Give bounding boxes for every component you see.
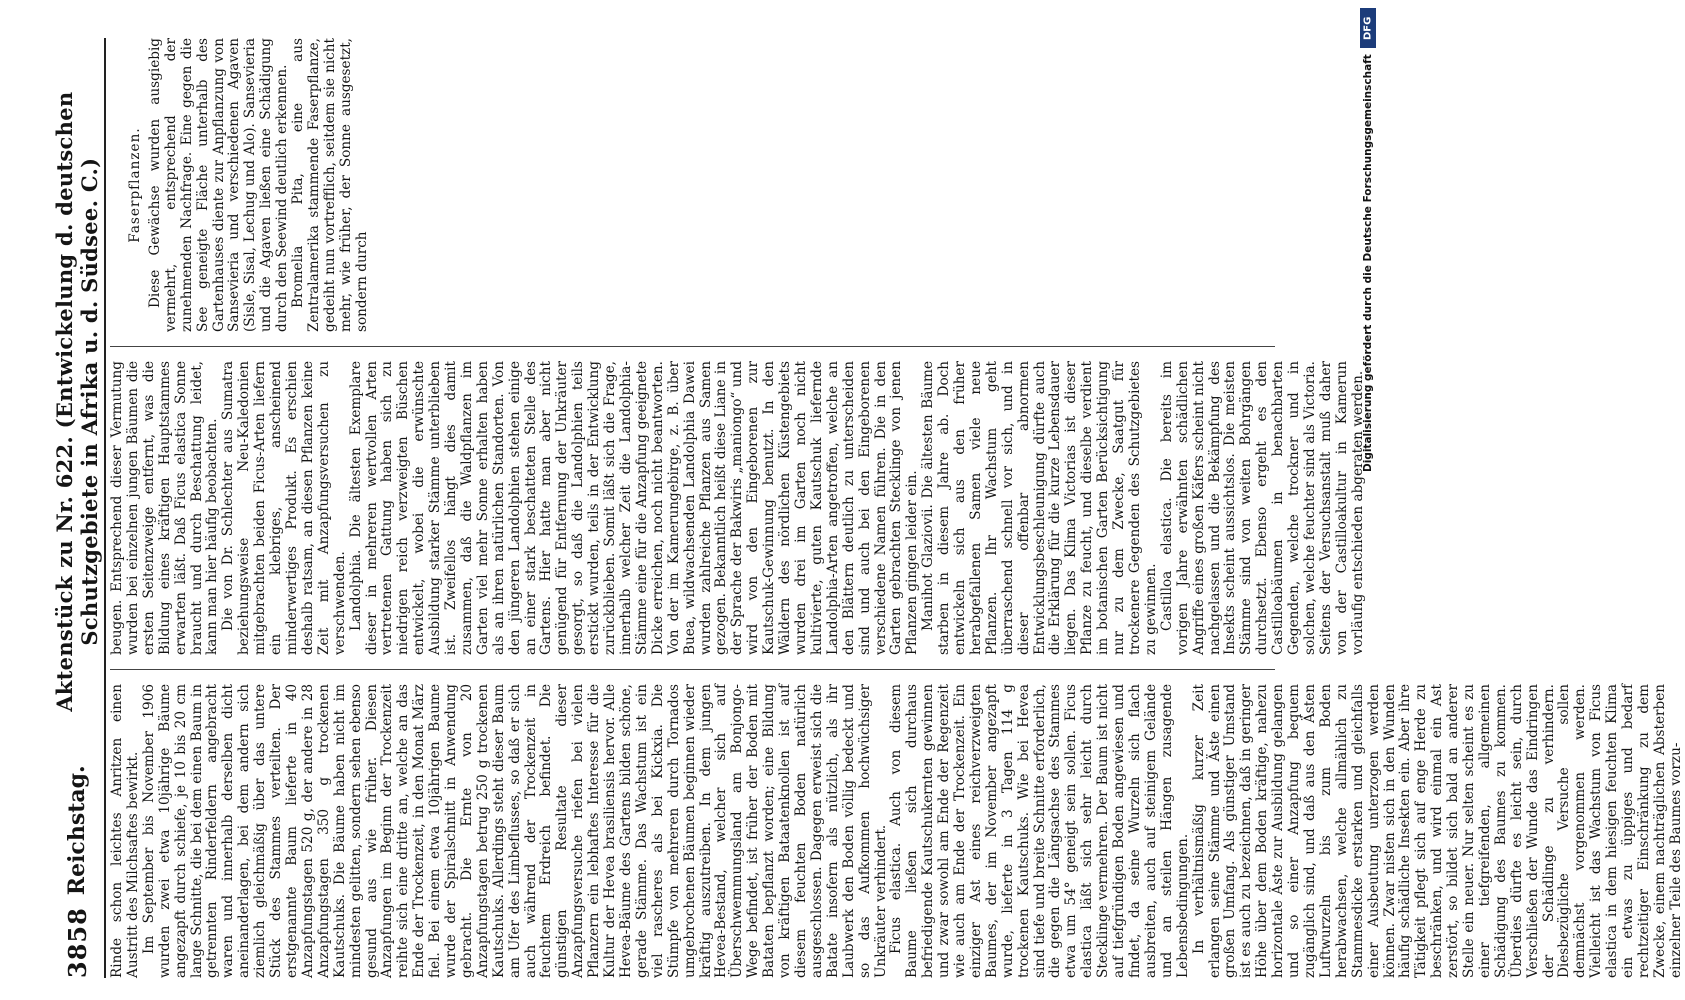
header-organization: Reichstag.: [64, 765, 90, 896]
paragraph: Rinde schon leichtes Anritzen einen Austritt des Milchsaftes bewirkt.: [109, 684, 141, 978]
paragraph: Ficus elastica. Auch von diesem Baume ließen sich durchaus befriedigende Kautschukernten gewinnen und zwar sowohl am Ende der Regenzeit wie auch am Ende der Trockenzeit. Ein einziger Ast eines reichverzweigten Baumes, der im November angezapft wurde, lieferte in 3 Tagen 114 g trockenen Kautschuks. Wie bei Hevea sind tiefe und breite Schnitte erforderlich, die gegen die Längsachse des Stammes etwa um 54° geneigt sein sollen. Ficus elastica läßt sich sehr leicht durch Stecklinge vermehren. Der Baum ist nicht auf tiefgründigen Boden angewiesen und findet, da seine Wurzeln sich flach ausbreiten, auch auf steinigem Gelände und an steilen Hängen zusagende Lebensbedingungen.: [888, 684, 1191, 978]
dfg-logo: DFG: [1360, 8, 1376, 48]
paragraph: Die von Dr. Schlechter aus Sumatra beziehungsweise Neu-Kaledonien mitgebrachten beiden Ficus-Arten liefern ein klebriges, anscheinend minderwertiges Produkt. Es erschien deshalb ratsam, an diesen Pflanzen keine Zeit mit Anzapfungsversuchen zu verschwenden.: [220, 361, 348, 655]
paragraph: Castilloa elastica. Die bereits im vorigen Jahre erwähnten schädlichen Angriffe eines großen Käfers scheint nicht nachgelassen und die Bekämpfung des Insekts scheint aussichtslos. Die meisten Stämme sind von weiten Bohrgängen durchsetzt. Ebenso ergeht es den Castilloabäumen in benachbarten Gegenden, welche trockner und in solchen, welche feuchter sind als Victoria. Seitens der Versuchsanstalt muß daher von der Castilloakultur in Kamerun vorläufig entschieden abgeraten werden.: [1158, 361, 1366, 655]
page-header: [50, 38, 106, 978]
paragraph: beugen. Entsprechend dieser Vermutung wurden bei einzelnen jungen Bäumen die ersten Seitenzweige entfernt, was die Bildung eines kräftigen Hauptstammes erwarten läßt. Daß Ficus elastica Sonne braucht und durch Beschattung leidet, kann man hier häufig beobachten.: [109, 361, 221, 655]
page-number: 3858: [62, 907, 92, 978]
column-divider: [110, 346, 1275, 347]
dfg-watermark: [1359, 8, 1377, 998]
section-heading: Faserpflanzen.: [127, 127, 143, 243]
paragraph: Diese Gewächse wurden ausgiebig vermehrt, entsprechend der zunehmenden Nachfrage. Eine gegen die See geneigte Fläche unterhalb des Gartenhauses diente zur Anpflanzung von Sansevieria und verschiedenen Agaven (Sisle, Sisal, Lechug und Alo). Sansevieria und die Agaven ließen eine Schädigung durch den Seewind deutlich erkennen.: [146, 38, 291, 332]
column-right: [110, 38, 1275, 332]
column-middle: [109, 361, 1366, 655]
paragraph: Landolphia. Die ältesten Exemplare dieser in mehreren wertvollen Arten vertretenen Gattung haben sich zu niedrigen reich verzweigten Büschen entwickelt, wobei die erwünschte Ausbildung starker Stämme unterblieben ist. Zweifellos hängt dies damit zusammen, daß die Waldpflanzen im Garten viel mehr Sonne erhalten haben als an ihren natürlichen Standorten. Von den jüngeren Landolphien stehen einige an einer stark beschatteten Stelle des Gartens. Hier hatte man aber nicht genügend für Entfernung der Unkräuter gesorgt, so daß die Landolphien teils erstickt wurden, teils in der Entwicklung zurückblieben. Somit läßt sich die Frage, innerhalb welcher Zeit die Landolphia-Stämme eine für die Anzapfung geeignete Dicke erreichen, noch nicht beantworten. Von der im Kamerungebirge, z. B. über Buea, wildwachsenden Landolphia Dawei wurden zahlreiche Pflanzen aus Samen gezogen. Bekanntlich heißt diese Liane in der Sprache der Bakwiris „maniongo“ und wird von den Eingeborenen zur Kautschuk-Gewinnung benutzt. In den Wäldern des nördlichen Küstengebiets wurden drei im Garten noch nicht kultivierte, guten Kautschuk liefernde Landolphia-Arten angetroffen, welche an den Blättern deutlich zu unterscheiden sind und auch bei den Eingeborenen verschiedene Namen führen. Die in den Garten gebrachten Stecklinge von jenen Pflanzen gingen leider ein.: [347, 361, 921, 655]
header-title: Aktenstück zu Nr. 622. (Entwickelung d. deutschen Schutzgebiete in Afrika u. d. Südsee. C.): [52, 91, 102, 712]
paragraph: In verhältnismäßig kurzer Zeit erlangen seine Stämme und Äste einen großen Umfang. Als günstiger Umstand ist es auch zu bezeichnen, daß in geringer Höhe über dem Boden kräftige, nahezu horizontale Äste zur Ausbildung gelangen und so einer Anzapfung bequem zugänglich sind, und daß aus den Ästen Luftwurzeln bis zum Boden herabwachsen, welche allmählich zu Stammesdicke erstarken und gleichfalls einer Ausbeutung unterzogen werden können. Zwar nisten sich in den Wunden häufig schädliche Insekten ein. Aber ihre Tätigkeit pflegt sich auf enge Herde zu beschränken, und wird einmal ein Ast zerstört, so bildet sich bald an anderer Stelle ein neuer. Nur selten scheint es zu einer tiefgreifenden, allgemeinen Schädigung des Baumes zu kommen. Überdies dürfte es leicht sein, durch Verschließen der Wunde das Eindringen der Schädlinge zu verhindern. Diesbezügliche Versuche sollen demnächst vorgenommen werden. Vielleicht ist das Wachstum von Ficus elastica in dem hiesigen feuchten Klima ein etwas zu üppiges und bedarf rechtzeitiger Einschränkung zu dem Zwecke, einem nachträglichen Absterben einzelner Teile des Baumes vorzu-: [1190, 684, 1684, 978]
paragraph: Bromelia Pita, eine aus Zentralamerika stammende Faserpflanze, gedeiht nun vortrefflich, seitdem sie nicht mehr, wie früher, der Sonne ausgesetzt, sondern durch: [290, 38, 370, 332]
paragraph: Im September bis November 1906 wurden zwei etwa 10jährige Bäume angezapft durch schiefe, je 10 bis 20 cm lange Schnitte, die bei dem einen Baum in getrennten Rinderfeldern angebracht waren und innerhalb derselben dicht aneinanderlagen, bei dem andern sich ziemlich gleichmäßig über das untere Stück des Stammes verteilten. Der erstgenannte Baum lieferte in 40 Anzapfungstagen 520 g, der andere in 28 Anzapfungstagen 350 g trockenen Kautschuks. Die Bäume haben nicht im mindesten gelitten, sondern sehen ebenso gesund aus wie früher. Diesen Anzapfungen im Beginn der Trockenzeit reihte sich eine dritte an, welche an das Ende der Trockenzeit, in den Monat März fiel. Bei einem etwa 10jährigen Baume wurde der Spiralschnitt in Anwendung gebracht. Die Ernte von 20 Anzapfungstagen betrug 250 g trockenen Kautschuks. Allerdings steht dieser Baum am Ufer des Limbeflusses, so daß er sich auch während der Trockenzeit in feuchtem Erdreich befindet. Die günstigen Resultate dieser Anzapfungsversuche riefen bei vielen Pflanzern ein lebhaftes Interesse für die Kultur der Hevea brasiliensis hervor. Alle Hevea-Bäume des Gartens bilden schöne, gerade Stämme. Das Wachstum ist ein viel rascheres als bei Kickxia. Die Stümpfe von mehreren durch Tornados umgebrochenen Bäumen beginnen wieder kräftig auszutreiben. In dem jungen Hevea-Bestand, welcher sich auf Überschwemmungsland am Bonjongo-Wege befindet, ist früher der Boden mit Bataten bepflanzt worden; eine Bildung von kräftigen Bataatenknollen ist auf diesem feuchten Boden natürlich ausgeschlossen. Dagegen erweist sich die Batate insofern als nützlich, als ihr Laubwerk den Boden völlig bedeckt und so das Aufkommen hochwüchsiger Unkräuter verhindert.: [140, 684, 889, 978]
dfg-credit-text: Digitalisierung gefördert durch die Deutsche Forschungsgemeinschaft: [1362, 54, 1374, 472]
paragraph: Manihot Glaziovii. Die ältesten Bäume starben in diesem Jahre ab. Doch entwickeln sich aus den früher herabgefallenen Samen viele neue Pflanzen. Ihr Wachstum geht überraschend schnell vor sich, und in dieser offenbar abnormen Entwicklungsbeschleunigung dürfte auch die Erklärung für die kurze Lebensdauer liegen. Das Klima Victorias ist dieser Pflanze zu feucht, und dieselbe verdient im botanischen Garten Berücksichtigung nur zu dem Zwecke, Saatgut für trockenere Gegenden des Schutzgebietes zu gewinnen.: [920, 361, 1159, 655]
column-left: [109, 684, 1684, 978]
column-divider: [110, 669, 1275, 670]
